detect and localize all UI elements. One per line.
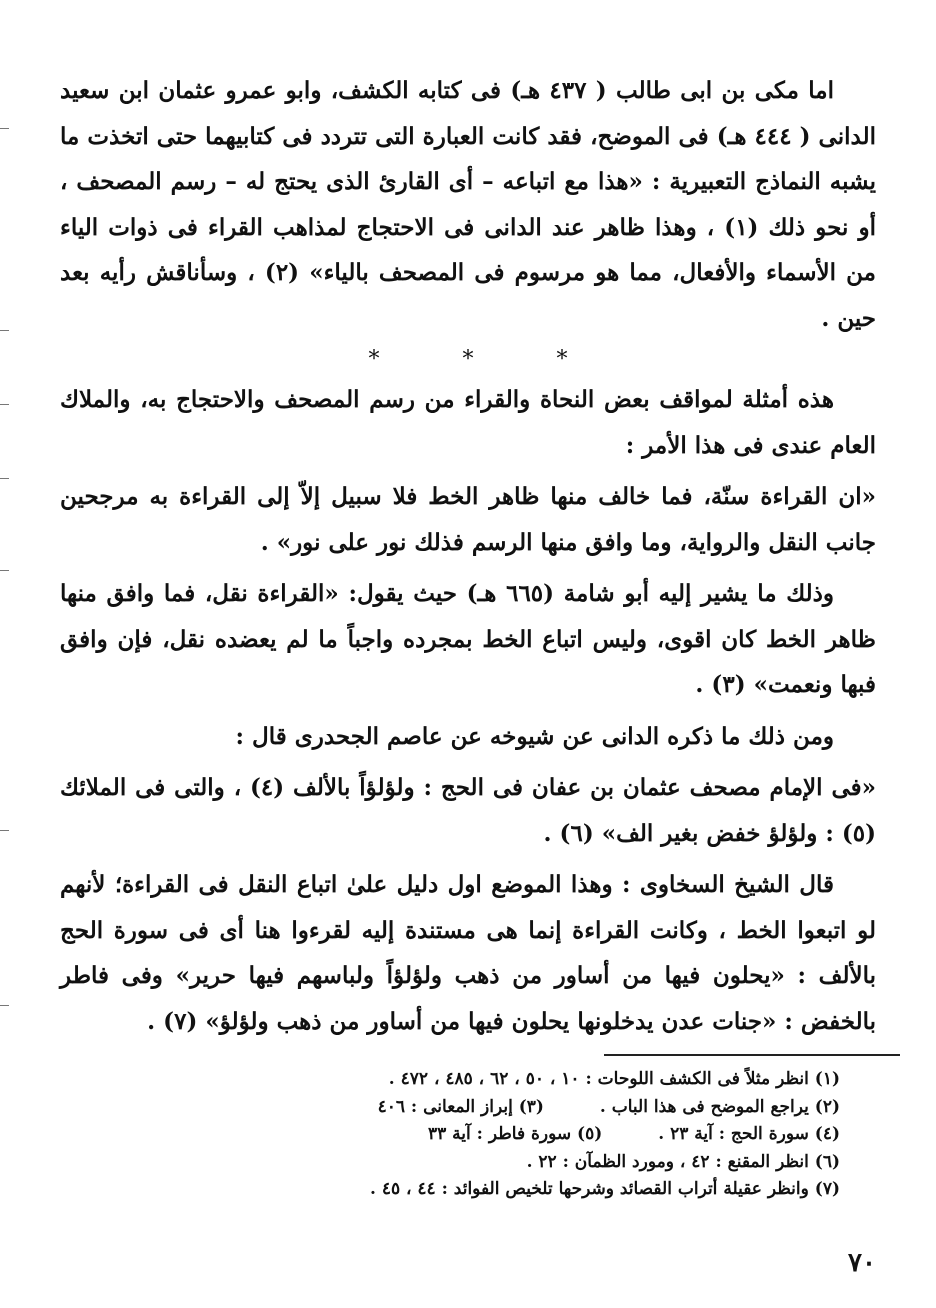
page-number: ٧٠ [848, 1248, 876, 1278]
margin-mark [0, 570, 9, 571]
footnote-1: (١) انظر مثلاً فى الكشف اللوحات : ١٠ ، ٥٠ ، ٦٢ ، ٤٨٥ ، ٤٧٢ . [388, 1069, 840, 1089]
margin-mark [0, 1005, 9, 1006]
footnote-line-4 [240, 1149, 840, 1177]
paragraph-4: وذلك ما يشير إليه أبو شامة (٦٦٥ هـ) حيث يقول: «القراءة نقل، فما وافق منها ظاهر الخط كان اقوى، وليس اتباع الخط بمجرده واجباً ما لم يعضده نقل، فإن وافق فبها ونعمت» (٣) . [60, 580, 876, 698]
margin-mark [0, 478, 9, 479]
margin-mark [0, 830, 9, 831]
section-separator: * * * [368, 347, 606, 372]
footnote-rule [604, 1054, 900, 1056]
footnote-6: (٦) انظر المقنع : ٤٢ ، ومورد الظمآن : ٢٢ . [526, 1151, 840, 1172]
paragraph-6-quote: «فى الإمام مصحف عثمان بن عفان فى الحج : ولؤلؤاً بالألف (٤) ، والتى فى الملائك (٥) : ولؤلؤ خفض بغير الف» (٦) . [60, 774, 876, 847]
footnote-line-2 [240, 1094, 840, 1122]
paragraph-5: ومن ذلك ما ذكره الدانى عن شيوخه عن عاصم الجحدرى قال : [235, 722, 834, 750]
paragraph-7: قال الشيخ السخاوى : وهذا الموضع اول دليل علىٰ اتباع النقل فى القراءة؛ لأنهم لو اتبعوا الخط ، وكانت القراءة إنما هى مستندة إليه لقرءوا هنا أى فى سورة الحج بالألف : «يحلون فيها من أساور من ذهب ولؤلؤاً ولباسهم فيها حرير» وفى فاطر بالخفض : «جنات عدن يدخلونها يحلون فيها من أساور من ذهب ولؤلؤ» (٧) . [60, 871, 876, 1035]
footnote-3: (٣) إبراز المعانى : ٤٠٦ [377, 1096, 544, 1117]
margin-mark [0, 128, 9, 129]
paragraph-2: هذه أمثلة لمواقف بعض النحاة والقراء من رسم المصحف والاحتجاج به، والملاك العام عندى فى هذا الأمر : [60, 386, 876, 459]
margin-mark [0, 404, 9, 405]
paragraph-3-quote: «ان القراءة سنّة، فما خالف منها ظاهر الخط فلا سبيل إلاّ إلى القراءة به مرجحين جانب النقل والرواية، وما وافق منها الرسم فذلك نور على نور» . [60, 483, 876, 556]
footnote-2: (٢) يراجع الموضح فى هذا الباب . [599, 1096, 840, 1117]
margin-mark [0, 330, 9, 331]
footnote-4: (٤) سورة الحج : آية ٢٣ . [658, 1124, 840, 1144]
footnote-5: (٥) سورة فاطر : آية ٣٣ [428, 1124, 603, 1144]
footnote-line-5 [240, 1176, 840, 1204]
footnote-line-1 [240, 1066, 840, 1094]
footnote-line-3 [240, 1121, 840, 1149]
footnotes [240, 1066, 840, 1204]
footnote-7: (٧) وانظر عقيلة أتراب القصائد وشرحها تلخيص الفوائد : ٤٤ ، ٤٥ . [369, 1179, 840, 1199]
paragraph-1: اما مكى بن ابى طالب ( ٤٣٧ هـ) فى كتابه الكشف، وابو عمرو عثمان ابن سعيد الدانى ( ٤٤٤ هـ) فى الموضح، فقد كانت العبارة التى تتردد فى كتابيهما حتى اتخذت ما يشبه النماذج التعبيرية : «هذا مع اتباعه – أى القارئ الذى يحتج له – رسم المصحف ، أو نحو ذلك (١) ، وهذا ظاهر عند الدانى فى الاحتجاج لمذاهب القراء فى ذوات الياء من الأسماء والأفعال، مما هو مرسوم فى المصحف بالياء» (٢) ، وسأناقش رأيه بعد حين . [60, 77, 877, 332]
